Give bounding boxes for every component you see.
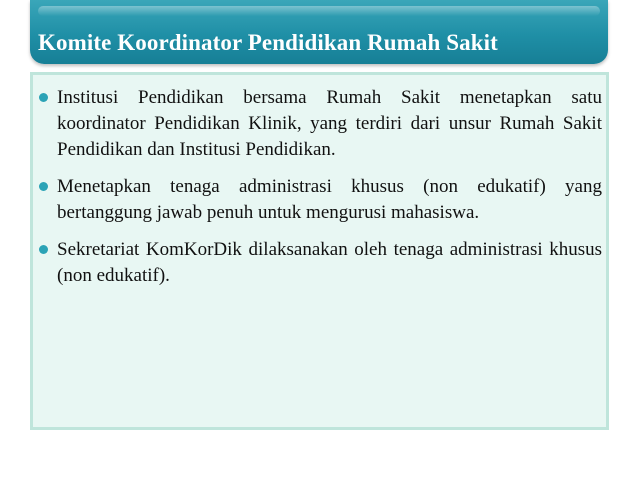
title-bar	[30, 0, 608, 64]
slide-title: Komite Koordinator Pendidikan Rumah Sakit	[38, 30, 498, 55]
bullet-dot-icon	[39, 245, 48, 254]
bullet-text: Institusi Pendidikan bersama Rumah Sakit menetapkan satu koordinator Pendidikan Klinik, yang terdiri dari unsur Rumah Sakit Pendidikan dan Institusi Pendidikan.	[57, 87, 602, 160]
bullet-dot-icon	[39, 93, 48, 102]
bullet-dot-icon	[39, 182, 48, 191]
content-box	[30, 72, 609, 430]
bullet-item	[39, 174, 602, 226]
bullet-text: Menetapkan tenaga administrasi khusus (non edukatif) yang bertanggung jawab penuh untuk mengurusi mahasiswa.	[57, 176, 602, 223]
bullet-item	[39, 237, 602, 289]
bullet-list	[39, 85, 607, 300]
bullet-text: Sekretariat KomKorDik dilaksanakan oleh tenaga administrasi khusus (non edukatif).	[57, 239, 602, 286]
bullet-item	[39, 85, 602, 163]
